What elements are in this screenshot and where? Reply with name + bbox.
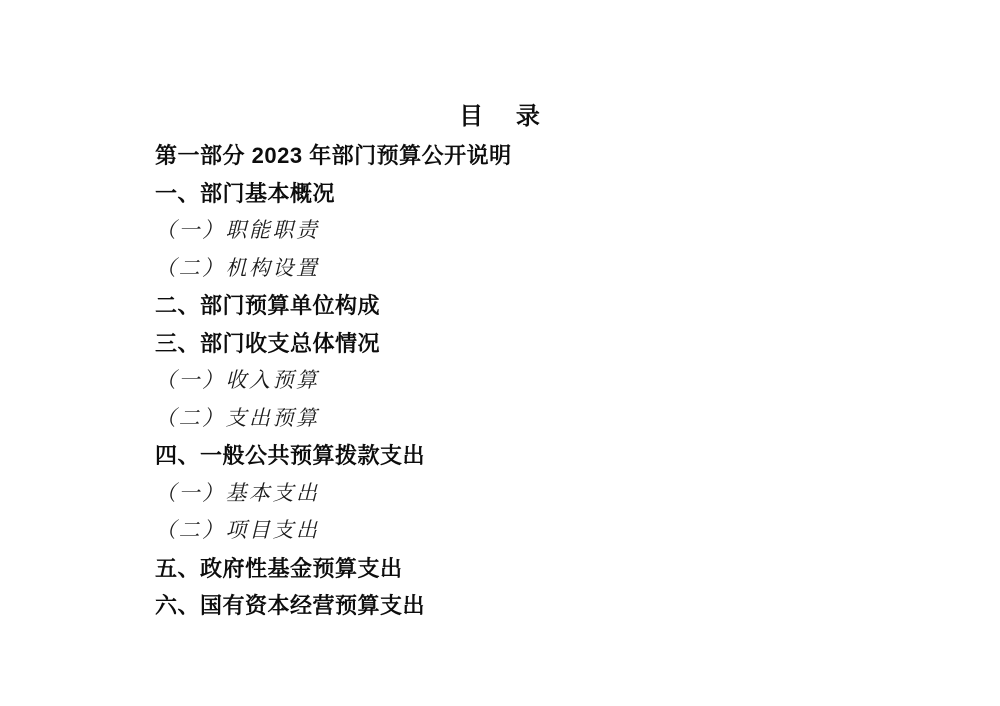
toc-item-section: 五、政府性基金预算支出 bbox=[155, 555, 403, 581]
toc-item-subsection: （二）机构设置 bbox=[155, 255, 320, 280]
toc-item-section: 四、一般公共预算拨款支出 bbox=[155, 443, 426, 468]
toc-item-section: 二、部门预算单位构成 bbox=[155, 293, 381, 318]
toc-item-subsection: （一）职能职责 bbox=[155, 218, 320, 242]
toc-item-section: 一、部门基本概况 bbox=[155, 180, 336, 206]
document-title: 目 录 bbox=[459, 103, 541, 130]
toc-item-subsection: （二）项目支出 bbox=[155, 518, 320, 542]
toc-item-section: 三、部门收支总体情况 bbox=[155, 330, 381, 356]
toc-item-subsection: （二）支出预算 bbox=[155, 405, 320, 430]
toc-item-chapter: 第一部分 2023 年部门预算公开说明 bbox=[155, 143, 512, 168]
toc-list bbox=[155, 137, 950, 625]
toc-item-section: 六、国有资本经营预算支出 bbox=[155, 593, 426, 618]
toc-item-subsection: （一）基本支出 bbox=[155, 480, 320, 505]
toc-item-subsection: （一）收入预算 bbox=[155, 368, 320, 392]
